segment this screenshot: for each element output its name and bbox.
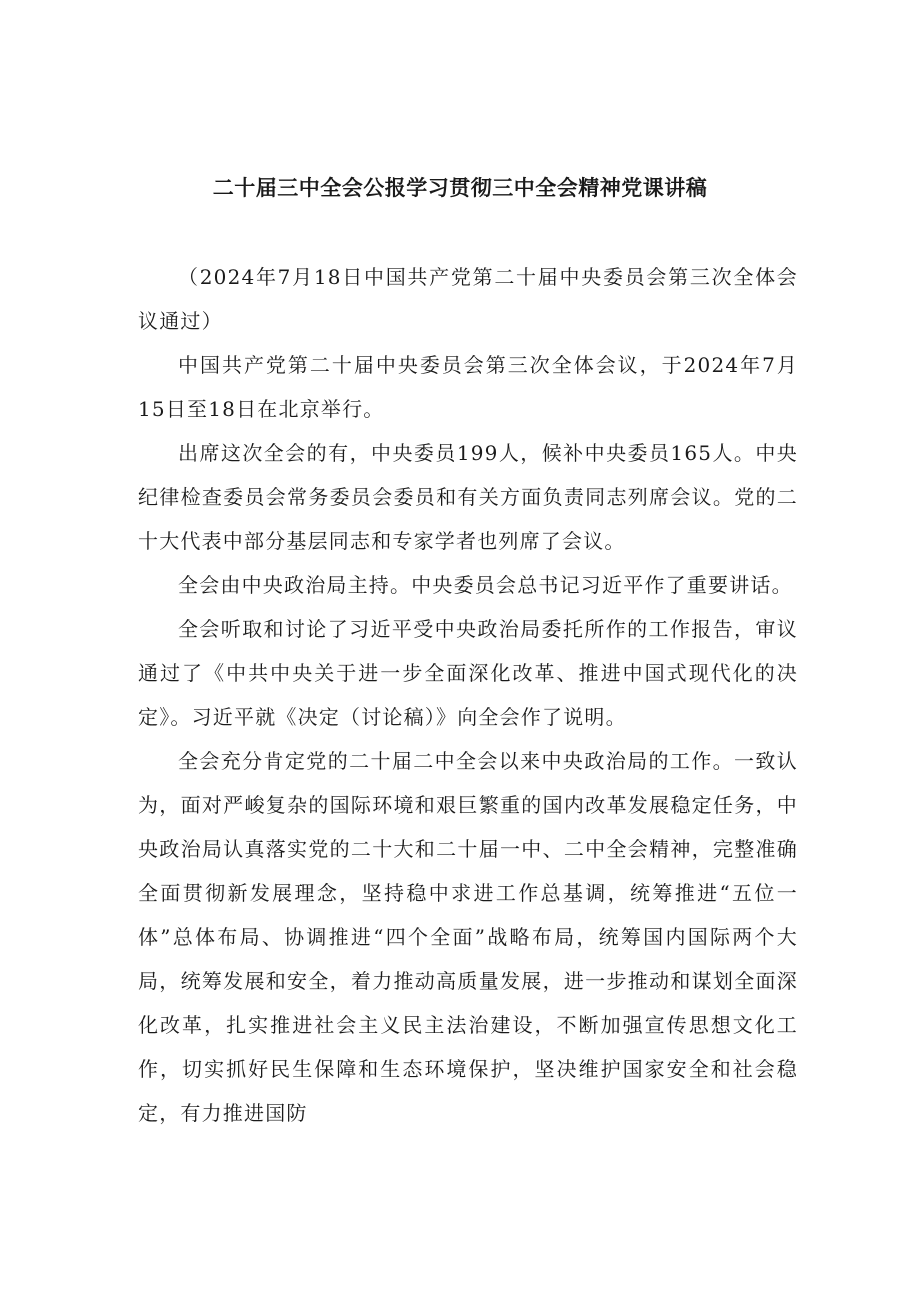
document-title: 二十届三中全会公报学习贯彻三中全会精神党课讲稿 <box>212 176 708 200</box>
paragraph-adoption-note: （2024年7月18日中国共产党第二十届中央委员会第三次全体会议通过） <box>138 265 798 333</box>
paragraph-session-date: 中国共产党第二十届中央委员会第三次全体会议，于2024年7月15日至18日在北京举行。 <box>138 353 798 421</box>
paragraph-attendance: 出席这次全会的有，中央委员199人，候补中央委员165人。中央纪律检查委员会常务委员会委员和有关方面负责同志列席会议。党的二十大代表中部分基层同志和专家学者也列席了会议。 <box>138 441 798 553</box>
paragraph-report: 全会听取和讨论了习近平受中央政治局委托所作的工作报告，审议通过了《中共中央关于进一步全面深化改革、推进中国式现代化的决定》。习近平就《决定（讨论稿）》向全会作了说明。 <box>138 617 798 729</box>
paragraph-assessment: 全会充分肯定党的二十届二中全会以来中央政治局的工作。一致认为，面对严峻复杂的国际环境和艰巨繁重的国内改革发展稳定任务，中央政治局认真落实党的二十大和二十届一中、二中全会精神，完整准确全面贯彻新发展理念，坚持稳中求进工作总基调，统筹推进“五位一体”总体布局、协调推进“四个全面”战略布局，统筹国内国际两个大局，统筹发展和安全，着力推动高质量发展，进一步推动和谋划全面深化改革，扎实推进社会主义民主法治建设，不断加强宣传思想文化工作，切实抓好民生保障和生态环境保护，坚决维护国家安全和社会稳定，有力推进国防 <box>138 749 798 1125</box>
document-body <box>138 255 798 1135</box>
paragraph-presiding: 全会由中央政治局主持。中央委员会总书记习近平作了重要讲话。 <box>178 573 793 597</box>
